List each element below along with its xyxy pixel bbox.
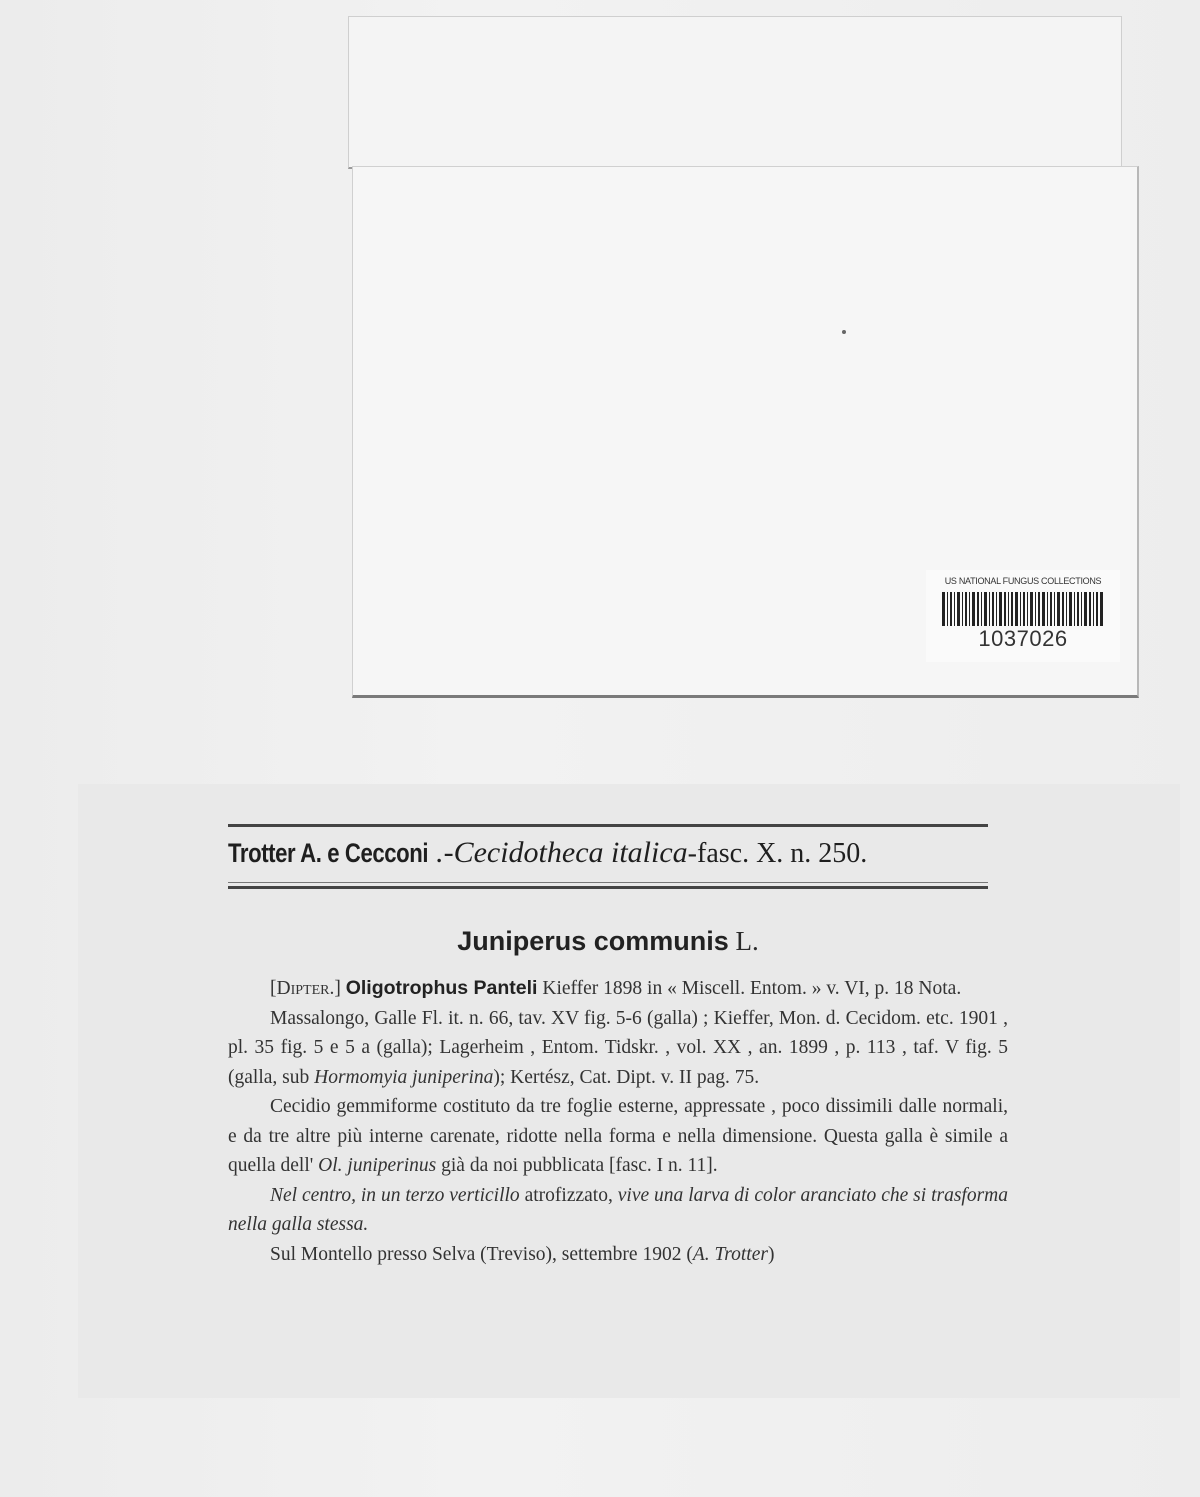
collection-title: Cecidotheca italica — [453, 836, 688, 869]
description-text-end: già da noi pubblicata [fasc. I n. 11]. — [441, 1155, 718, 1176]
collector-name: A. Trotter — [692, 1243, 768, 1265]
insect-name: Oligotrophus Panteli — [345, 977, 538, 999]
barcode-label — [926, 570, 1120, 662]
larva-text-b: atrofizzato, — [524, 1184, 613, 1206]
paragraph-locality — [228, 1240, 1008, 1270]
barcode-bars — [942, 592, 1104, 626]
larva-text-a: Nel centro, in un terzo verticillo — [270, 1184, 520, 1206]
insect-order: [Dipter.] — [270, 978, 341, 999]
barcode-number: 1037026 — [978, 626, 1068, 651]
bottom-rule — [228, 886, 988, 889]
paragraph-references — [228, 1004, 1008, 1093]
label-header — [228, 836, 1028, 880]
paragraph-description — [228, 1092, 1008, 1181]
top-rule — [228, 824, 988, 827]
fascicle-number: -fasc. X. n. 250. — [687, 838, 868, 869]
species-name: Juniperus communis — [457, 926, 729, 956]
references-synonym: Hormomyia juniperina — [314, 1066, 494, 1088]
collection-prefix: .- — [436, 836, 454, 869]
paragraph-insect — [228, 974, 1008, 1004]
locality-close: ) — [767, 1243, 775, 1265]
bottom-rule-thin — [228, 882, 988, 883]
species-author: L. — [735, 926, 759, 956]
references-text: Massalongo, Galle Fl. it. n. 66, tav. XV fig. 5-6 (galla) ; Kieffer, Mon. d. Cecidom. etc. 1901 , pl. 35 fig. 5 e 5 a (galla); Lagerheim , Entom. Tidskr. , vol. XX , an. 1899 , p. 113 , taf. V fig. 5 (galla, sub — [228, 1007, 1008, 1088]
insect-citation: Kieffer 1898 in « Miscell. Entom. » v. VI, p. 18 Nota. — [542, 978, 962, 999]
larva-text-c: vive una larva di color aranciato che si trasforma nella galla stessa. — [228, 1184, 1009, 1235]
specimen-packet — [348, 16, 1138, 698]
printed-specimen-label — [78, 784, 1180, 1398]
description-species: Ol. juniperinus — [318, 1155, 437, 1176]
locality-text: Sul Montello presso Selva (Treviso), settembre 1902 ( — [270, 1243, 693, 1265]
description-text: Cecidio gemmiforme costituto da tre foglie esterne, appressate , poco dissimili dalle normali, e da tre altre più interne carenate, ridotte nella forma e nella dimensione. Questa galla è simile a quella dell' — [228, 1096, 1008, 1176]
packet-speck — [842, 330, 846, 334]
paragraph-larva — [228, 1181, 1008, 1240]
barcode-header: US NATIONAL FUNGUS COLLECTIONS — [944, 576, 1102, 586]
label-body — [228, 974, 1008, 1269]
references-text-end: ); Kertész, Cat. Dipt. v. II pag. 75. — [493, 1066, 760, 1088]
species-heading — [228, 926, 988, 957]
packet-flap — [348, 16, 1122, 169]
label-authors: Trotter A. e Cecconi — [228, 838, 429, 868]
